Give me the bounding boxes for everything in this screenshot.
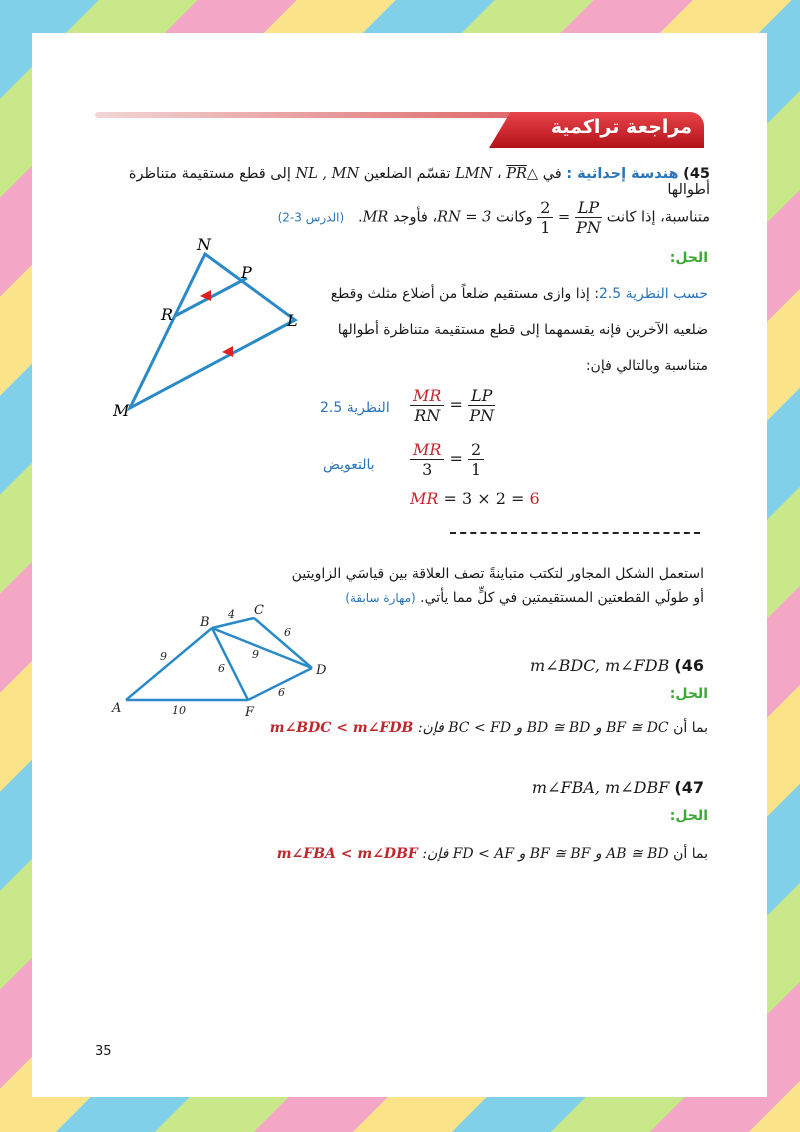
- eq2-right: [468, 440, 484, 479]
- q45-line2: متناسبة، إذا كانت $\frac{LP}{PN}$ = $\frac{2}{1}$ وكانت RN = 3، فأوجد MR. (الدرس 3-2): [277, 198, 710, 237]
- label-c: C: [254, 603, 264, 618]
- frac-den: RN: [414, 406, 441, 425]
- label-f: F: [245, 705, 255, 720]
- intro-text: أو طولَي القطعتين المستقيمتين في كلٍّ مما يأتي.: [420, 590, 704, 606]
- label-p: P: [241, 263, 252, 282]
- eq2-left: [410, 440, 444, 479]
- equation-1: $\frac{MR}{RN}$ = $\frac{LP}{PN}$: [410, 386, 495, 425]
- frac-den: PN: [576, 218, 601, 237]
- q47-since: بما أن: [673, 846, 708, 862]
- frac-num: LP: [468, 386, 495, 406]
- eq1-note: النظرية 2.5: [320, 400, 390, 416]
- q46-solution-label: الحل:: [669, 686, 708, 702]
- q45-solution-line3: متناسبة وبالتالي فإن:: [585, 358, 708, 374]
- q46-number: (46: [674, 656, 704, 675]
- frac-den: 1: [540, 218, 551, 237]
- q46-answer: [188, 720, 708, 736]
- q45-sides: NL , MN: [295, 166, 360, 182]
- q47-number: (47: [674, 778, 704, 797]
- q46-result: m∠BDC < m∠FDB: [269, 720, 414, 736]
- q45-triangle: △LMN: [455, 166, 539, 182]
- eq3-lhs: MR: [410, 489, 439, 508]
- frac-num: MR: [410, 440, 444, 460]
- q45-solution-label: الحل:: [669, 250, 708, 266]
- q45-text-divides: تقسّم الضلعين: [363, 166, 451, 182]
- section-divider: [450, 532, 700, 534]
- eq1-right: [468, 386, 495, 425]
- q45-number: 45): [683, 166, 710, 182]
- triangle-lmn: [130, 254, 295, 408]
- q45-topic: هندسة إحداثية :: [566, 166, 679, 182]
- equation-3: [410, 489, 540, 508]
- q46-expression: m∠BDC, m∠FDB: [530, 656, 670, 675]
- len-bf: 6: [218, 662, 225, 675]
- frac-den: 1: [471, 460, 482, 479]
- q45-lesson-ref: (الدرس 3-2): [277, 210, 345, 225]
- eq1-left: [410, 386, 444, 425]
- skill-ref: (مهارة سابقة): [345, 591, 416, 605]
- len-cd: 6: [284, 626, 291, 639]
- label-m: M: [113, 401, 130, 420]
- q45-line1: [90, 166, 710, 198]
- frac-num: MR: [410, 386, 444, 406]
- len-fd: 6: [278, 686, 285, 699]
- q47-solution-label: الحل:: [669, 808, 708, 824]
- q45-text-in: في: [542, 166, 562, 182]
- seg-cd: [254, 618, 312, 668]
- q45-text-if: متناسبة، إذا كانت: [606, 209, 710, 226]
- q45-mr: MR: [362, 209, 389, 226]
- q47-prompt: [404, 778, 704, 797]
- frac-num: LP: [575, 198, 602, 218]
- q45-segment-pr: PR: [506, 166, 527, 182]
- q47-expression: m∠FBA, m∠DBF: [531, 778, 670, 797]
- label-d: D: [316, 663, 327, 678]
- frac-den: 3: [422, 460, 433, 479]
- eq3-answer: 6: [529, 489, 540, 508]
- q45-rn: RN = 3: [437, 209, 492, 226]
- section-title: مراجعة تراكمية: [550, 116, 692, 138]
- q45-text-and: وكانت: [495, 209, 533, 226]
- q47-result: m∠FBA < m∠DBF: [276, 846, 418, 862]
- q45-text-find: ، فأوجد: [392, 209, 438, 226]
- q45-frac-2-1: [537, 198, 553, 237]
- len-bc: 4: [228, 608, 235, 621]
- len-af: 10: [172, 704, 186, 717]
- eq3-mid: = 3 × 2 =: [443, 489, 525, 508]
- q46-prompt: [404, 656, 704, 675]
- theorem-ref: حسب النظرية 2.5: [598, 286, 708, 302]
- triangle-figure: [105, 230, 315, 425]
- label-b: B: [200, 615, 210, 630]
- eq2-note: بالتعويض: [323, 457, 375, 473]
- len-bd: 9: [252, 648, 259, 661]
- label-r: R: [161, 305, 174, 324]
- q45-text-proportional: إلى قطع مستقيمة متناظرة أطوالها: [128, 166, 710, 198]
- len-ab: 9: [160, 650, 167, 663]
- label-l: L: [287, 311, 298, 330]
- frac-num: 2: [468, 440, 484, 460]
- theorem-text: : إذا وازى مستقيم ضلعاً من أضلاع مثلث وقطع: [330, 286, 599, 302]
- q45-solution-line2: ضلعيه الآخرين فإنه يقسمهما إلى قطع مستقيمة متناظرة أطوالها: [337, 322, 708, 338]
- q45-comma: ،: [496, 166, 502, 182]
- q45-solution-line1: [328, 286, 708, 302]
- label-a: A: [112, 701, 122, 716]
- q47-answer: [188, 846, 708, 862]
- quadrilateral-figure: [108, 600, 338, 720]
- q46-conditions: BF ≅ DC و BD ≅ BD و BC < FD فإن:: [417, 720, 669, 736]
- page-number: 35: [95, 1044, 112, 1059]
- q46-since: بما أن: [673, 720, 708, 736]
- seg-ab: [126, 628, 212, 700]
- q47-conditions: AB ≅ BD و BF ≅ BF و FD < AF فإن:: [422, 846, 669, 862]
- q45-frac-lp-pn: [575, 198, 602, 237]
- intro-line1: استعمل الشكل المجاور لتكتب متباينةً تصف العلاقة بين قياسَي الزاويتين: [291, 566, 704, 582]
- equation-2: $\frac{MR}{3}$ = $\frac{2}{1}$: [410, 440, 484, 479]
- frac-num: 2: [537, 198, 553, 218]
- seg-bd: [212, 628, 312, 668]
- label-n: N: [197, 235, 211, 254]
- frac-den: PN: [469, 406, 495, 425]
